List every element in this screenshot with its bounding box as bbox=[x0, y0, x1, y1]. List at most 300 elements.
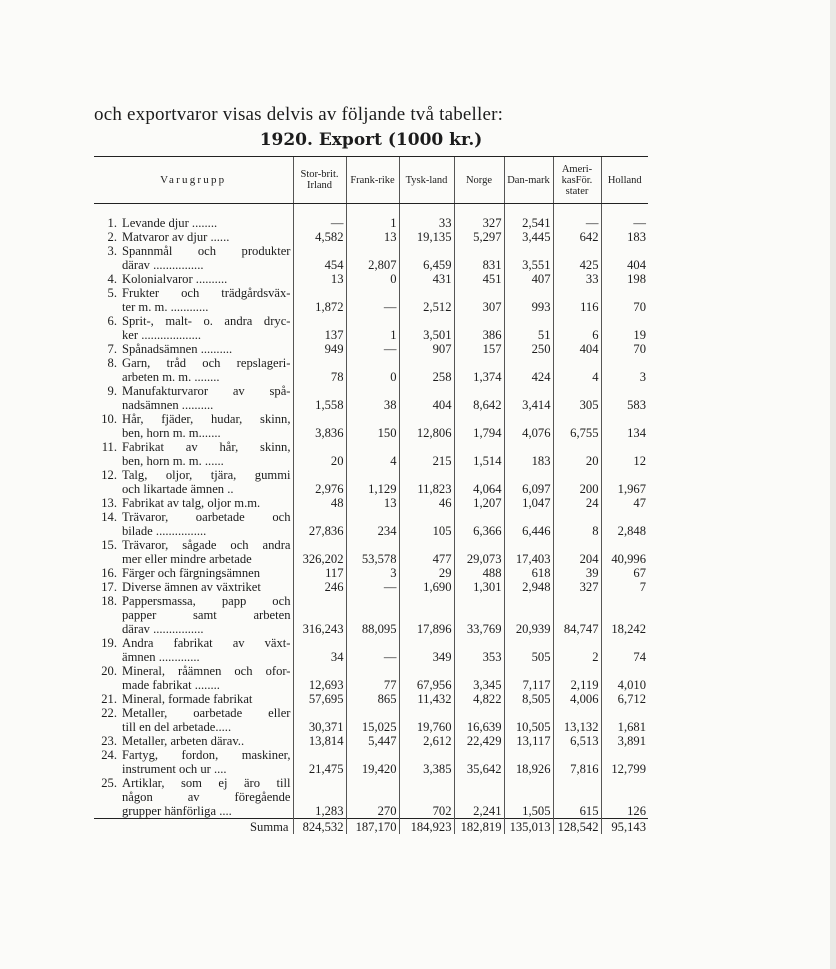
value-cell: 33 bbox=[553, 272, 601, 286]
value-cell: 47 bbox=[601, 496, 648, 510]
value-cell: 2,241 bbox=[454, 776, 504, 819]
value-cell: 157 bbox=[454, 342, 504, 356]
value-cell: — bbox=[346, 636, 399, 664]
value-cell: 13 bbox=[346, 496, 399, 510]
value-cell: 84,747 bbox=[553, 594, 601, 636]
value-cell: 116 bbox=[553, 286, 601, 314]
row-label-line: därav ................ bbox=[122, 258, 204, 272]
table-row bbox=[94, 636, 648, 664]
value-cell: 1,558 bbox=[293, 384, 346, 412]
row-label-cell bbox=[94, 692, 293, 706]
value-cell: 8 bbox=[553, 510, 601, 538]
header-row bbox=[94, 157, 648, 204]
value-cell: — bbox=[553, 204, 601, 231]
value-cell: 3,891 bbox=[601, 734, 648, 748]
value-cell: 2 bbox=[553, 636, 601, 664]
value-cell: 20 bbox=[293, 440, 346, 468]
value-cell: 22,429 bbox=[454, 734, 504, 748]
value-cell: 3 bbox=[346, 566, 399, 580]
row-label-line: Manufakturvaror av spå- bbox=[122, 384, 291, 398]
value-cell: 386 bbox=[454, 314, 504, 342]
value-cell: 183 bbox=[601, 230, 648, 244]
value-cell: 4,064 bbox=[454, 468, 504, 496]
row-label-cell bbox=[94, 272, 293, 286]
value-cell: 407 bbox=[504, 272, 553, 286]
row-label-cell bbox=[94, 286, 293, 314]
value-cell: 19,135 bbox=[399, 230, 454, 244]
value-cell: 21,475 bbox=[293, 748, 346, 776]
value-cell: 404 bbox=[553, 342, 601, 356]
value-cell: 258 bbox=[399, 356, 454, 384]
value-cell: 4,822 bbox=[454, 692, 504, 706]
row-label-cell bbox=[94, 706, 293, 734]
row-label-cell bbox=[94, 636, 293, 664]
value-cell: 949 bbox=[293, 342, 346, 356]
value-cell: 67 bbox=[601, 566, 648, 580]
row-label-line: ämnen ............. bbox=[122, 650, 200, 664]
value-cell: 505 bbox=[504, 636, 553, 664]
row-label-line: ker ................... bbox=[122, 328, 202, 342]
value-cell: 1 bbox=[346, 314, 399, 342]
header-country: Dan-mark bbox=[504, 157, 553, 204]
row-label-line: Trävaror, sågade och andra bbox=[122, 538, 291, 552]
header-varugrupp: Varugrupp bbox=[94, 157, 293, 204]
row-label-line: Matvaror av djur ...... bbox=[122, 230, 230, 244]
row-label-cell bbox=[94, 244, 293, 272]
row-label-line: Fabrikat av hår, skinn, bbox=[122, 440, 291, 454]
value-cell: 1,505 bbox=[504, 776, 553, 819]
row-label-line: Spannmål och produkter bbox=[122, 244, 291, 258]
row-number: 17. bbox=[101, 580, 117, 594]
table-body bbox=[94, 204, 648, 835]
value-cell: 316,243 bbox=[293, 594, 346, 636]
value-cell: — bbox=[293, 204, 346, 231]
table-row bbox=[94, 356, 648, 384]
row-label-cell bbox=[94, 594, 293, 636]
value-cell: 18,242 bbox=[601, 594, 648, 636]
value-cell: 24 bbox=[553, 496, 601, 510]
row-label-cell bbox=[94, 412, 293, 440]
header-country: Holland bbox=[601, 157, 648, 204]
table-row bbox=[94, 538, 648, 566]
row-label-line: Mineral, formade fabrikat bbox=[122, 692, 253, 706]
row-label-line: någon av föregående bbox=[122, 790, 291, 804]
row-label-line: Kolonialvaror .......... bbox=[122, 272, 228, 286]
value-cell: 2,541 bbox=[504, 204, 553, 231]
value-cell: 642 bbox=[553, 230, 601, 244]
value-cell: 5,297 bbox=[454, 230, 504, 244]
value-cell: 34 bbox=[293, 636, 346, 664]
value-cell: 6,097 bbox=[504, 468, 553, 496]
value-cell: 0 bbox=[346, 272, 399, 286]
row-label-line: Färger och färgningsämnen bbox=[122, 566, 261, 580]
row-label-cell bbox=[94, 356, 293, 384]
page-edge bbox=[830, 0, 836, 969]
value-cell: 126 bbox=[601, 776, 648, 819]
value-cell: 4 bbox=[553, 356, 601, 384]
value-cell: 305 bbox=[553, 384, 601, 412]
value-cell: 353 bbox=[454, 636, 504, 664]
value-cell: 6,366 bbox=[454, 510, 504, 538]
table-row bbox=[94, 244, 648, 272]
value-cell: 1,967 bbox=[601, 468, 648, 496]
value-cell: 215 bbox=[399, 440, 454, 468]
row-label-cell bbox=[94, 440, 293, 468]
value-cell: 488 bbox=[454, 566, 504, 580]
row-number: 18. bbox=[101, 594, 117, 608]
value-cell: 1,283 bbox=[293, 776, 346, 819]
table-row bbox=[94, 706, 648, 734]
value-cell: 35,642 bbox=[454, 748, 504, 776]
row-label-line: Diverse ämnen av växtriket bbox=[122, 580, 261, 594]
row-label-cell bbox=[94, 566, 293, 580]
value-cell: 6,513 bbox=[553, 734, 601, 748]
value-cell: 583 bbox=[601, 384, 648, 412]
row-label-line: mer eller mindre arbetade bbox=[122, 552, 252, 566]
row-label-line: Artiklar, som ej äro till bbox=[122, 776, 291, 790]
row-label-line: Talg, oljor, tjära, gummi bbox=[122, 468, 291, 482]
value-cell: 451 bbox=[454, 272, 504, 286]
row-number: 16. bbox=[101, 566, 117, 580]
table-row bbox=[94, 342, 648, 356]
row-label-line: och likartade ämnen .. bbox=[122, 482, 234, 496]
value-cell: 3 bbox=[601, 356, 648, 384]
intro-text: och exportvaror visas delvis av följande två tabeller: bbox=[94, 104, 504, 125]
value-cell: 425 bbox=[553, 244, 601, 272]
value-cell: 4 bbox=[346, 440, 399, 468]
value-cell: 702 bbox=[399, 776, 454, 819]
value-cell: — bbox=[601, 204, 648, 231]
row-number: 10. bbox=[101, 412, 117, 426]
value-cell: 18,926 bbox=[504, 748, 553, 776]
row-label-line: Trävaror, oarbetade och bbox=[122, 510, 291, 524]
value-cell: 51 bbox=[504, 314, 553, 342]
value-cell: 1,690 bbox=[399, 580, 454, 594]
value-cell: 16,639 bbox=[454, 706, 504, 734]
row-number: 20. bbox=[101, 664, 117, 678]
header-country: Norge bbox=[454, 157, 504, 204]
value-cell: — bbox=[346, 580, 399, 594]
row-number: 7. bbox=[107, 342, 117, 356]
value-cell: 183 bbox=[504, 440, 553, 468]
value-cell: 349 bbox=[399, 636, 454, 664]
value-cell: 2,612 bbox=[399, 734, 454, 748]
row-label-cell bbox=[94, 342, 293, 356]
value-cell: 57,695 bbox=[293, 692, 346, 706]
sum-value-cell: 187,170 bbox=[346, 819, 399, 835]
value-cell: 29,073 bbox=[454, 538, 504, 566]
row-label-cell bbox=[94, 664, 293, 692]
value-cell: — bbox=[346, 342, 399, 356]
value-cell: 1,374 bbox=[454, 356, 504, 384]
row-label-line: Fabrikat av talg, oljor m.m. bbox=[122, 496, 261, 510]
row-number: 12. bbox=[101, 468, 117, 482]
row-label-line: ter m. m. ............ bbox=[122, 300, 209, 314]
value-cell: 12,693 bbox=[293, 664, 346, 692]
row-label-line: nadsämnen .......... bbox=[122, 398, 214, 412]
value-cell: 105 bbox=[399, 510, 454, 538]
row-label-line: Garn, tråd och repslageri- bbox=[122, 356, 291, 370]
value-cell: 3,551 bbox=[504, 244, 553, 272]
row-label-line: grupper hänförliga .... bbox=[122, 804, 232, 818]
value-cell: 1,872 bbox=[293, 286, 346, 314]
row-label-line: Frukter och trädgårdsväx- bbox=[122, 286, 291, 300]
value-cell: 17,403 bbox=[504, 538, 553, 566]
value-cell: 3,445 bbox=[504, 230, 553, 244]
value-cell: 40,996 bbox=[601, 538, 648, 566]
row-number: 3. bbox=[107, 244, 117, 258]
table-row bbox=[94, 286, 648, 314]
value-cell: 204 bbox=[553, 538, 601, 566]
value-cell: 70 bbox=[601, 286, 648, 314]
value-cell: 1,514 bbox=[454, 440, 504, 468]
value-cell: 27,836 bbox=[293, 510, 346, 538]
row-label-line: därav ................ bbox=[122, 622, 204, 636]
value-cell: 404 bbox=[601, 244, 648, 272]
value-cell: 8,505 bbox=[504, 692, 553, 706]
table-row bbox=[94, 230, 648, 244]
table-row bbox=[94, 580, 648, 594]
table-title: 1920. Export (1000 kr.) bbox=[259, 130, 483, 150]
value-cell: 1 bbox=[346, 204, 399, 231]
value-cell: 7,816 bbox=[553, 748, 601, 776]
row-number: 9. bbox=[107, 384, 117, 398]
value-cell: 20 bbox=[553, 440, 601, 468]
value-cell: 2,948 bbox=[504, 580, 553, 594]
value-cell: 134 bbox=[601, 412, 648, 440]
value-cell: 15,025 bbox=[346, 706, 399, 734]
value-cell: 19,420 bbox=[346, 748, 399, 776]
row-label-cell bbox=[94, 230, 293, 244]
value-cell: 1,794 bbox=[454, 412, 504, 440]
export-table-container bbox=[94, 156, 648, 834]
value-cell: 3,345 bbox=[454, 664, 504, 692]
value-cell: 78 bbox=[293, 356, 346, 384]
row-label-cell bbox=[94, 314, 293, 342]
value-cell: 11,432 bbox=[399, 692, 454, 706]
value-cell: 327 bbox=[454, 204, 504, 231]
row-number: 23. bbox=[101, 734, 117, 748]
value-cell: 7 bbox=[601, 580, 648, 594]
row-label-cell bbox=[94, 580, 293, 594]
sum-label: Summa bbox=[94, 819, 293, 835]
row-label-line: instrument och ur .... bbox=[122, 762, 227, 776]
export-table bbox=[94, 156, 648, 834]
value-cell: 198 bbox=[601, 272, 648, 286]
row-label-cell bbox=[94, 734, 293, 748]
value-cell: 6 bbox=[553, 314, 601, 342]
value-cell: 246 bbox=[293, 580, 346, 594]
value-cell: 1,129 bbox=[346, 468, 399, 496]
value-cell: 326,202 bbox=[293, 538, 346, 566]
value-cell: 200 bbox=[553, 468, 601, 496]
value-cell: 12 bbox=[601, 440, 648, 468]
table-row bbox=[94, 748, 648, 776]
row-label-line: till en del arbetade..... bbox=[122, 720, 232, 734]
row-label-line: Metaller, arbeten därav.. bbox=[122, 734, 245, 748]
value-cell: 618 bbox=[504, 566, 553, 580]
value-cell: 12,806 bbox=[399, 412, 454, 440]
value-cell: 3,385 bbox=[399, 748, 454, 776]
value-cell: 404 bbox=[399, 384, 454, 412]
row-label-cell bbox=[94, 384, 293, 412]
row-label-cell bbox=[94, 204, 293, 231]
row-number: 14. bbox=[101, 510, 117, 524]
value-cell: 2,976 bbox=[293, 468, 346, 496]
row-label-line: ben, horn m. m....... bbox=[122, 426, 221, 440]
row-number: 24. bbox=[101, 748, 117, 762]
value-cell: 250 bbox=[504, 342, 553, 356]
row-label-line: ben, horn m. m. ...... bbox=[122, 454, 224, 468]
table-row bbox=[94, 314, 648, 342]
row-number: 6. bbox=[107, 314, 117, 328]
value-cell: 13,117 bbox=[504, 734, 553, 748]
value-cell: 4,076 bbox=[504, 412, 553, 440]
value-cell: 137 bbox=[293, 314, 346, 342]
table-row bbox=[94, 510, 648, 538]
value-cell: 1,047 bbox=[504, 496, 553, 510]
value-cell: 2,848 bbox=[601, 510, 648, 538]
row-label-cell bbox=[94, 538, 293, 566]
table-row bbox=[94, 776, 648, 819]
row-label-cell bbox=[94, 748, 293, 776]
value-cell: 615 bbox=[553, 776, 601, 819]
value-cell: 29 bbox=[399, 566, 454, 580]
sum-value-cell: 182,819 bbox=[454, 819, 504, 835]
row-label-line: bilade ................ bbox=[122, 524, 207, 538]
value-cell: 13 bbox=[346, 230, 399, 244]
sum-row bbox=[94, 819, 648, 835]
row-label-line: Pappersmassa, papp och bbox=[122, 594, 291, 608]
value-cell: 38 bbox=[346, 384, 399, 412]
row-label-line: Spånadsämnen .......... bbox=[122, 342, 233, 356]
value-cell: 77 bbox=[346, 664, 399, 692]
row-number: 21. bbox=[101, 692, 117, 706]
table-row bbox=[94, 272, 648, 286]
value-cell: 8,642 bbox=[454, 384, 504, 412]
row-number: 4. bbox=[107, 272, 117, 286]
value-cell: 6,459 bbox=[399, 244, 454, 272]
value-cell: 234 bbox=[346, 510, 399, 538]
table-row bbox=[94, 664, 648, 692]
sum-value-cell: 95,143 bbox=[601, 819, 648, 835]
value-cell: 6,446 bbox=[504, 510, 553, 538]
row-label-line: Mineral, råämnen och ofor- bbox=[122, 664, 291, 678]
value-cell: 19 bbox=[601, 314, 648, 342]
table-row bbox=[94, 440, 648, 468]
row-label-line: Metaller, oarbetade eller bbox=[122, 706, 291, 720]
value-cell: 150 bbox=[346, 412, 399, 440]
value-cell: 2,512 bbox=[399, 286, 454, 314]
value-cell: 11,823 bbox=[399, 468, 454, 496]
value-cell: 477 bbox=[399, 538, 454, 566]
row-number: 22. bbox=[101, 706, 117, 720]
value-cell: 53,578 bbox=[346, 538, 399, 566]
value-cell: 17,896 bbox=[399, 594, 454, 636]
table-row bbox=[94, 734, 648, 748]
row-number: 19. bbox=[101, 636, 117, 650]
table-row bbox=[94, 496, 648, 510]
value-cell: 270 bbox=[346, 776, 399, 819]
value-cell: 5,447 bbox=[346, 734, 399, 748]
header-country: Ameri-kasFör. stater bbox=[553, 157, 601, 204]
value-cell: 6,755 bbox=[553, 412, 601, 440]
value-cell: — bbox=[346, 286, 399, 314]
value-cell: 4,010 bbox=[601, 664, 648, 692]
value-cell: 46 bbox=[399, 496, 454, 510]
sum-value-cell: 135,013 bbox=[504, 819, 553, 835]
value-cell: 831 bbox=[454, 244, 504, 272]
row-label-cell bbox=[94, 510, 293, 538]
value-cell: 4,582 bbox=[293, 230, 346, 244]
value-cell: 13 bbox=[293, 272, 346, 286]
value-cell: 10,505 bbox=[504, 706, 553, 734]
value-cell: 0 bbox=[346, 356, 399, 384]
value-cell: 993 bbox=[504, 286, 553, 314]
value-cell: 13,814 bbox=[293, 734, 346, 748]
row-number: 25. bbox=[101, 776, 117, 790]
row-label-line: Fartyg, fordon, maskiner, bbox=[122, 748, 291, 762]
value-cell: 865 bbox=[346, 692, 399, 706]
value-cell: 1,207 bbox=[454, 496, 504, 510]
value-cell: 3,414 bbox=[504, 384, 553, 412]
value-cell: 33,769 bbox=[454, 594, 504, 636]
value-cell: 19,760 bbox=[399, 706, 454, 734]
value-cell: 3,836 bbox=[293, 412, 346, 440]
row-label-line: Andra fabrikat av växt- bbox=[122, 636, 291, 650]
value-cell: 39 bbox=[553, 566, 601, 580]
value-cell: 907 bbox=[399, 342, 454, 356]
sum-value-cell: 128,542 bbox=[553, 819, 601, 835]
row-number: 1. bbox=[107, 216, 117, 230]
row-label-line: arbeten m. m. ........ bbox=[122, 370, 220, 384]
sum-value-cell: 824,532 bbox=[293, 819, 346, 835]
row-number: 5. bbox=[107, 286, 117, 300]
value-cell: 1,681 bbox=[601, 706, 648, 734]
row-label-cell bbox=[94, 468, 293, 496]
value-cell: 48 bbox=[293, 496, 346, 510]
value-cell: 307 bbox=[454, 286, 504, 314]
table-row bbox=[94, 468, 648, 496]
value-cell: 6,712 bbox=[601, 692, 648, 706]
value-cell: 30,371 bbox=[293, 706, 346, 734]
value-cell: 431 bbox=[399, 272, 454, 286]
value-cell: 4,006 bbox=[553, 692, 601, 706]
row-label-line: Levande djur ........ bbox=[122, 216, 218, 230]
table-row bbox=[94, 594, 648, 636]
value-cell: 2,807 bbox=[346, 244, 399, 272]
table-row bbox=[94, 204, 648, 231]
value-cell: 88,095 bbox=[346, 594, 399, 636]
value-cell: 424 bbox=[504, 356, 553, 384]
row-label-line: made fabrikat ........ bbox=[122, 678, 220, 692]
value-cell: 1,301 bbox=[454, 580, 504, 594]
row-label-line: Hår, fjäder, hudar, skinn, bbox=[122, 412, 291, 426]
row-number: 13. bbox=[101, 496, 117, 510]
value-cell: 7,117 bbox=[504, 664, 553, 692]
header-country: Tysk-land bbox=[399, 157, 454, 204]
table-row bbox=[94, 412, 648, 440]
value-cell: 74 bbox=[601, 636, 648, 664]
row-number: 11. bbox=[101, 440, 117, 454]
header-country: Stor-brit. Irland bbox=[293, 157, 346, 204]
table-row bbox=[94, 566, 648, 580]
value-cell: 117 bbox=[293, 566, 346, 580]
value-cell: 13,132 bbox=[553, 706, 601, 734]
row-number: 15. bbox=[101, 538, 117, 552]
row-number: 8. bbox=[107, 356, 117, 370]
row-label-line: Sprit-, malt- o. andra dryc- bbox=[122, 314, 291, 328]
